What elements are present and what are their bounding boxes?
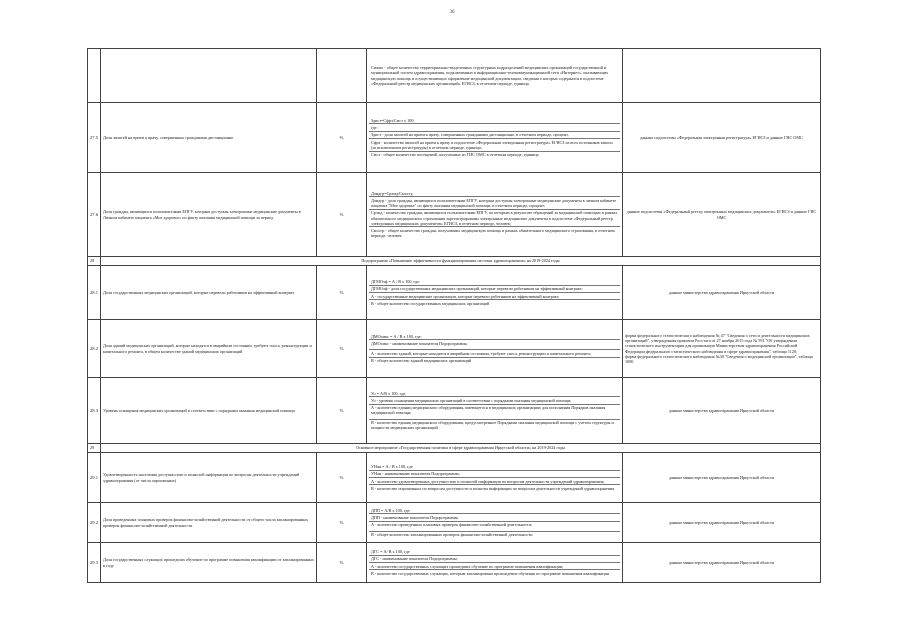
- formula-line: А - количество проведенных плановых проверок финансово-хозяйственной деятельности;: [369, 522, 620, 532]
- indicator-name: Уровень оснащения медицинских организаций в соответствии с порядками оказания медицинской помощи: [101, 378, 317, 444]
- formula-line: ДГС = А/ В х 100, где: [369, 548, 620, 555]
- source-line: форма федерального статистического наблюдения № 47 "Сведения о сети и деятельности медицинских организаций", утвержденная приказом Росстата от 27 ноября 2015 года № 591 "Об утверждении статистического инструментария для организации Министерством здравоохранения Российской Федерации федерального статистического наблюдения в сфере здравоохранения", таблица 1120;: [625, 333, 810, 354]
- formula-cell: [367, 378, 623, 444]
- source-cell: данные министерства здравоохранения Иркутской области: [623, 503, 821, 543]
- section-header-row: [88, 444, 821, 453]
- row-number: 28.2: [88, 320, 101, 378]
- formula-line: Смкмо - общее количество территориально-выделенных структурных подразделений медицинских организаций государственной и муниципальной систем здравоохранения, подключенных к информационно-телекоммуникационной сети «Интернет», оказывающих медицинскую помощь и осуществляющих оформление медицинской документации, сведения о которых содержатся в подсистеме «Федеральный реестр медицинских организаций» ЕГИСЗ, в отчетном периоде, единица.: [371, 65, 609, 86]
- formula-line: В - количество опрошенных по вопросам доступности и полноты информации по вопросам деятельности учреждений здравоохранения: [371, 485, 615, 491]
- formula-cell: [367, 543, 623, 583]
- unit-cell: %: [317, 320, 367, 378]
- row-number: 27.5: [88, 103, 101, 173]
- formula-line: Дэмдгр=Срэмд/Смосту,: [369, 190, 620, 197]
- source-cell: данные министерства здравоохранения Иркутской области: [623, 543, 821, 583]
- formula-line: Уо = А/В х 100, где:: [369, 390, 620, 397]
- indicator-name: Доля проведенных плановых проверок финансово-хозяйственной деятельности от общего числа запланированных проверок финансово-хозяйственной деятельности: [101, 503, 317, 543]
- formula-line: В - общее количество запланированных проверок финансово-хозяйственной деятельности: [371, 532, 533, 538]
- source-cell: данные министерства здравоохранения Иркутской области: [623, 378, 821, 444]
- row-number: 29.2: [88, 503, 101, 543]
- section-number: 28: [88, 257, 101, 266]
- formula-line: Смосгр - общее количество граждан, получивших медицинскую помощь в рамках обязательного медицинского страхования, в отчетном периоде, человек.: [371, 228, 615, 239]
- formula-cell: [367, 49, 623, 103]
- formula-line: А - количество зданий, которые находятся в аварийном состоянии, требуют сноса, реконструкции и капитального ремонта;: [369, 350, 620, 357]
- indicator-name: Доля записей на прием к врачу, совершенных гражданами дистанционно: [101, 103, 317, 173]
- indicator-name: Доля государственных медицинских организаций, которые перевели работников на эффективный контракт: [101, 266, 317, 320]
- row-number: 29.3: [88, 543, 101, 583]
- formula-cell: [367, 503, 623, 543]
- source-cell: данные подсистемы «Федеральный реестр электронных медицинских документов» ЕГИСЗ и данные ГИС ОМС: [623, 173, 821, 257]
- table-row: [88, 266, 821, 320]
- formula-cell: [367, 453, 623, 503]
- indicator-name: Доля государственных служащих прошедших обучение по программе повышения квалификации от запланированных в году: [101, 543, 317, 583]
- indicator-name: Доля зданий медицинских организаций, которые находятся в аварийном состоянии, требуют сноса, реконструкции и капитального ремонта, в общем количестве зданий медицинских организаций: [101, 320, 317, 378]
- formula-line: где:: [369, 124, 620, 131]
- row-number: 28.1: [88, 266, 101, 320]
- formula-line: УНан - наименование показателя Подпрограммы;: [369, 471, 620, 478]
- table-row: [88, 453, 821, 503]
- formula-line: ДМОсмкс = А / В х 100, где:: [369, 333, 620, 340]
- formula-line: А - количество удовлетворенных доступностью и полнотой информации по вопросам деятельности учреждений здравоохранения;: [369, 478, 620, 485]
- unit-cell: %: [317, 543, 367, 583]
- unit-cell: %: [317, 378, 367, 444]
- formula-line: ДГМОэф - доля государственных медицинских организаций, которые перевели работников на эффективный контракт;: [369, 286, 620, 293]
- table-row: [88, 543, 821, 583]
- formula-line: А - количество единиц медицинского оборудования, имеющегося в медицинских организациях для исполнения Порядков оказания медицинской помощи;: [369, 405, 620, 420]
- source-line: форма федерального статистического наблюдения №30 "Сведения о медицинской организации", таблица 1000: [625, 353, 813, 364]
- formula-line: А - государственные медицинские организации, которые перевели работников на эффективный контракт;: [369, 293, 620, 300]
- formula-cell: [367, 266, 623, 320]
- formula-line: Смсз - общее количество посещений, полученных из ГИС ОМС в отчетном периоде, единица.: [371, 152, 540, 158]
- table-row: [88, 503, 821, 543]
- section-number: 29: [88, 444, 101, 453]
- row-number: 29.1: [88, 453, 101, 503]
- formula-line: ДМОсмкс - наименование показателя Подпрограммы;: [369, 340, 620, 350]
- indicator-name: [101, 49, 317, 103]
- formula-line: Срэмд - количество граждан, являющихся пользователями ЕПГУ, по которым в результате обращений за медицинской помощью в рамках обязательного медицинского страхования зарегистрированы электронные медицинские документы в подсистеме «Федеральный реестр электронных медицинских документов» ЕГИСЗ, в отчетном периоде, человек;: [369, 210, 620, 228]
- row-number: 27.6: [88, 173, 101, 257]
- table-row: [88, 173, 821, 257]
- formula-line: В - общее количество зданий медицинских организаций: [371, 358, 472, 364]
- table-row: [88, 378, 821, 444]
- page-number: 36: [449, 10, 455, 15]
- formula-line: В - количество единиц медицинского оборудования, предусмотренное Порядками оказания медицинской помощи с учетом структуры и мощности медицинских организаций: [371, 420, 614, 431]
- formula-line: ДПП - наименование показателя Подпрограммы;: [369, 514, 620, 521]
- unit-cell: %: [317, 173, 367, 257]
- row-number: [88, 49, 101, 103]
- source-cell: [623, 49, 821, 103]
- section-header-row: [88, 257, 821, 266]
- source-cell: данные министерства здравоохранения Иркутской области: [623, 453, 821, 503]
- row-number: 28.3: [88, 378, 101, 444]
- indicator-name: Доля граждан, являющихся пользователями ЕПГУ, которым доступны электронные медицинские документы в Личном кабинете пациента «Мое здоровье» по факту оказания медицинской помощи за период: [101, 173, 317, 257]
- source-cell: [623, 320, 821, 378]
- formula-line: В - общее количество государственных медицинских организаций: [371, 300, 490, 306]
- formula-line: Дэмдгр - доля граждан, являющихся пользователями ЕПГУ, которым доступны электронные медицинские документы в личном кабинете пациента "Мое здоровье" по факту оказания медицинской помощи, в отчетном периоде, процент;: [369, 197, 620, 209]
- formula-line: Здист=Сфрз/Смсз х 100,: [369, 117, 620, 124]
- unit-cell: %: [317, 453, 367, 503]
- formula-line: ДГС - наименование показателя Подпрограммы;: [369, 556, 620, 563]
- table-row: [88, 320, 821, 378]
- source-cell: данные министерства здравоохранения Иркутской области: [623, 266, 821, 320]
- formula-cell: [367, 103, 623, 173]
- formula-line: УНан = А / В х 100, где: [369, 463, 620, 470]
- unit-cell: [317, 49, 367, 103]
- section-title: Подпрограмма «Повышение эффективности функционирования системы здравоохранения» на 2019-2024 годы: [101, 257, 821, 266]
- formula-line: Уо - уровень оснащения медицинских организаций в соответствии с порядками оказания медицинской помощи;: [369, 397, 620, 404]
- unit-cell: %: [317, 503, 367, 543]
- source-cell: данные подсистемы «Федеральная электронная регистратура» ЕГИСЗ и данные ГИС ОМС: [623, 103, 821, 173]
- formula-line: В - количество государственных служащих, которым запланировано прохождение обучения по программе повышения квалификации: [371, 570, 610, 576]
- table-row: [88, 49, 821, 103]
- section-title: Основное мероприятие «Государственная политика в сфере здравоохранения Иркутской области» на 2019-2024 годы: [101, 444, 821, 453]
- formula-cell: [367, 320, 623, 378]
- formula-cell: [367, 173, 623, 257]
- indicator-table: [87, 48, 821, 583]
- formula-line: Сфрз - количество записей на прием к врачу в подсистеме «Федеральная электронная регистратура» ЕГИСЗ из всех источников записи (за исключением регистратуры) в отчетном периоде, единица;: [369, 139, 620, 151]
- formula-line: ДПП = А/В х 100, где:: [369, 507, 620, 514]
- formula-line: ДГМОэф = А / В х 100, где:: [369, 278, 620, 285]
- unit-cell: %: [317, 266, 367, 320]
- unit-cell: %: [317, 103, 367, 173]
- indicator-name: Удовлетворенность населения доступностью и полнотой информации по вопросам деятельности учреждений здравоохранения (от числа опрошенных): [101, 453, 317, 503]
- table-row: [88, 103, 821, 173]
- formula-line: Здист - доля записей на прием к врачу, совершенных гражданами дистанционно, в отчетном периоде, процент,: [369, 132, 620, 139]
- formula-line: А - количество государственных служащих прошедших обучение по программе повышения квалификации;: [369, 563, 620, 570]
